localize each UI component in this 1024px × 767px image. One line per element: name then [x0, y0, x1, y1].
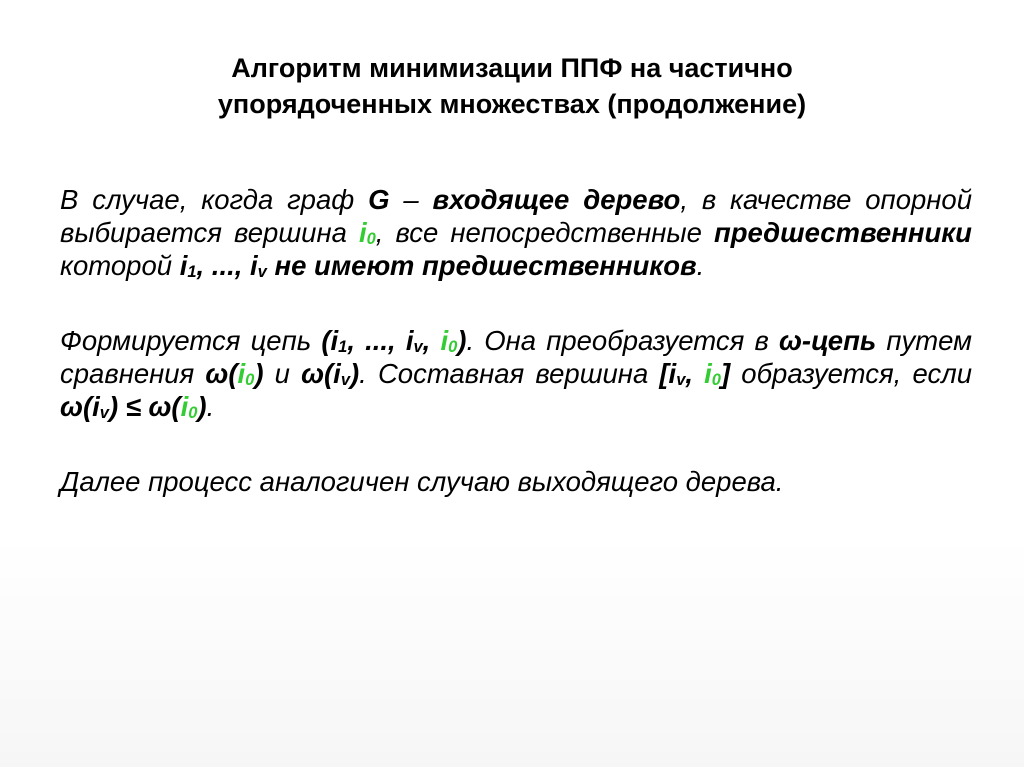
slide-body — [60, 183, 972, 498]
text-run: . Она преобразуется в — [466, 325, 779, 356]
paragraph-conclusion — [60, 465, 972, 498]
text-run: . Составная вершина — [359, 358, 660, 389]
text-run: Формируется цепь — [60, 325, 322, 356]
text-run: . — [696, 250, 705, 281]
text-run: ) ≤ ω( — [108, 391, 181, 422]
subscript-run: v — [99, 403, 109, 422]
text-run: . — [206, 391, 215, 422]
subscript-run: v — [340, 370, 350, 389]
text-run: i — [704, 358, 712, 389]
text-run: ω(i — [301, 358, 341, 389]
text-run: i — [440, 325, 449, 356]
text-run: G — [368, 184, 390, 215]
text-run: ) — [350, 358, 360, 389]
paragraph-incoming-tree — [60, 183, 972, 282]
title-line-1: Алгоритм минимизации ППФ на частично — [231, 53, 793, 83]
subscript-run: 0 — [245, 370, 255, 389]
text-run: и — [263, 358, 302, 389]
subscript-run: 1 — [187, 262, 197, 281]
slide-title — [90, 50, 934, 122]
text-run: не имеют предшественников — [266, 250, 697, 281]
text-run: входящее дерево — [432, 184, 681, 215]
subscript-run: 0 — [366, 229, 376, 248]
text-run: , в качестве опорной выбирается вершина — [60, 184, 973, 248]
subscript-run: 0 — [188, 403, 198, 422]
text-run: [i — [659, 358, 677, 389]
text-run: , ..., i — [347, 325, 414, 356]
text-run: , ..., i — [196, 250, 258, 281]
text-run: ) — [457, 325, 467, 356]
text-run: (i — [321, 325, 339, 356]
text-run: i — [237, 358, 246, 389]
subscript-run: v — [676, 370, 686, 389]
text-run: В случае, когда граф — [60, 184, 369, 215]
text-run: образуется, если — [730, 358, 972, 389]
text-run: Далее процесс аналогичен случаю выходящего дерева. — [60, 466, 784, 497]
title-line-2: упорядоченных множествах (продолжение) — [217, 89, 807, 119]
text-run: ) — [197, 391, 207, 422]
subscript-run: v — [257, 262, 267, 281]
paragraph-chain-formation — [60, 324, 972, 423]
subscript-run: 1 — [338, 337, 348, 356]
text-run: ) — [254, 358, 264, 389]
text-run: i — [179, 250, 188, 281]
text-run: i — [358, 217, 367, 248]
text-run: , — [422, 325, 441, 356]
text-run: предшественники — [713, 217, 972, 248]
text-run: ω( — [205, 358, 238, 389]
text-run: , все непосредственные — [375, 217, 714, 248]
subscript-run: 0 — [711, 370, 721, 389]
text-run: – — [389, 184, 433, 215]
text-run: ω(i — [60, 391, 100, 422]
subscript-run: 0 — [448, 337, 458, 356]
text-run: ω-цепь — [778, 325, 877, 356]
text-run: которой — [60, 250, 180, 281]
subscript-run: v — [413, 337, 423, 356]
text-run: i — [180, 391, 189, 422]
text-run: путем сравнения — [60, 325, 972, 389]
text-run: , — [685, 358, 705, 389]
text-run: ] — [720, 358, 731, 389]
